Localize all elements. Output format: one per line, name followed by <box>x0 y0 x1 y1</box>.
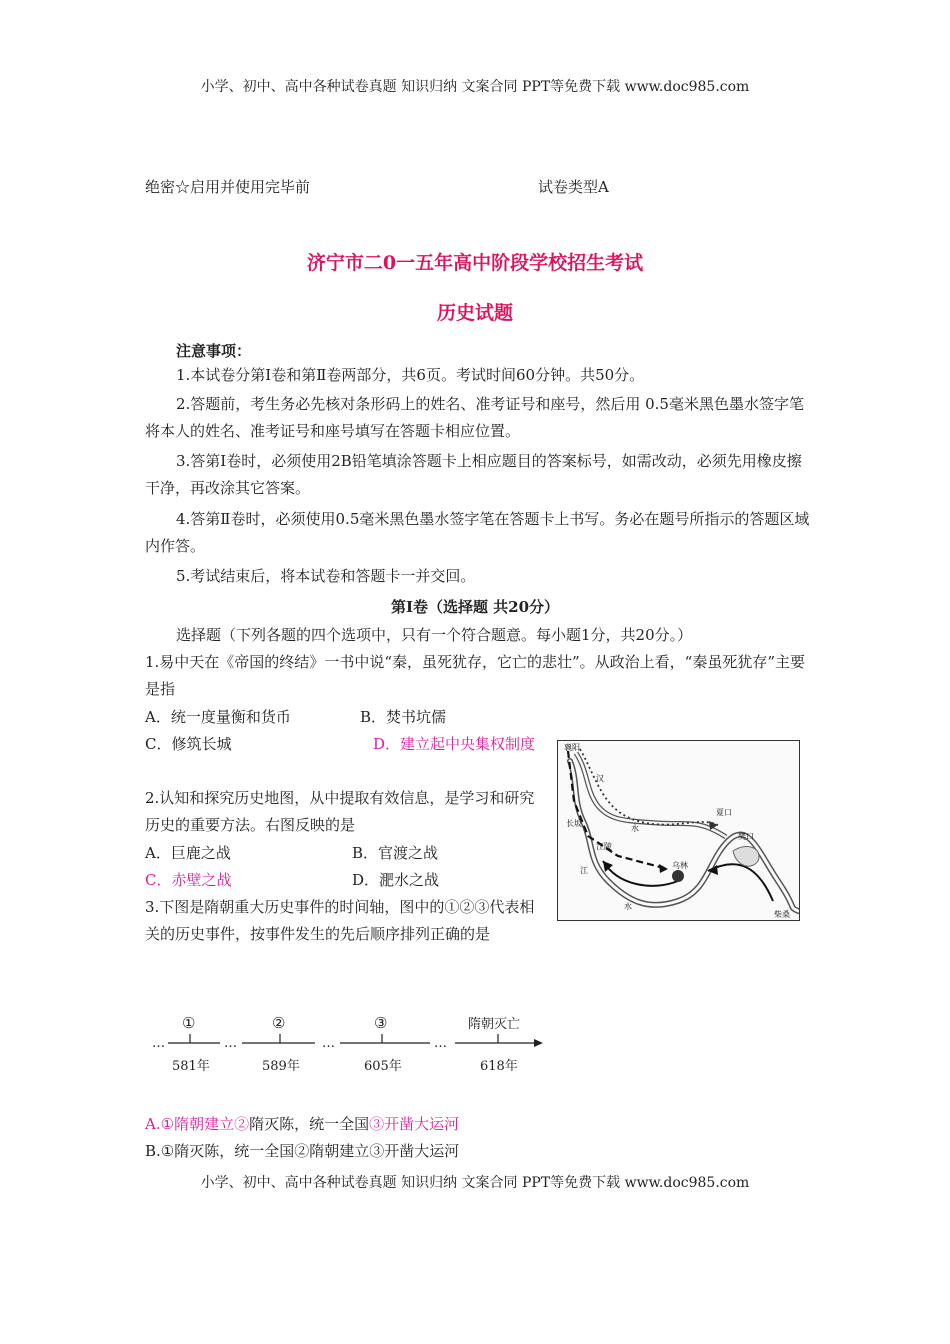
sui-timeline <box>150 1010 550 1084</box>
ellipsis-2: … <box>224 1036 237 1051</box>
yangtze-river-outline <box>570 761 798 911</box>
page-header: 小学、初中、高中各种试卷真题 知识归纳 文案合同 PPT等免费下载 www.doc985.com <box>200 79 750 95</box>
timeline-year-2: 589年 <box>262 1059 300 1074</box>
liu-route <box>580 749 718 825</box>
q2-option-b: B．官渡之战 <box>352 844 439 862</box>
map-label-xiakou: 夏口 <box>716 808 732 817</box>
cao-route-arrow <box>659 864 668 873</box>
notice-item-3: 3.答第Ⅰ卷时，必须使用2B铅笔填涂答题卡上相应题目的答案标号，如需改动，必须先用橡皮擦干净，再改涂其它答案。 <box>145 452 802 497</box>
battle-map <box>557 740 800 921</box>
han-river-outline <box>576 753 726 837</box>
q1-option-b: B．焚书坑儒 <box>360 708 447 726</box>
retreat-route <box>603 861 678 886</box>
map-label-xiangyang: 襄阳 <box>564 743 580 752</box>
timeline-year-1: 581年 <box>172 1059 210 1074</box>
q2-option-a: A．巨鹿之战 <box>145 844 231 862</box>
q3-a-number-2: ② <box>234 1115 250 1133</box>
timeline-drawing <box>150 1010 550 1080</box>
map-label-wulin: 乌林 <box>672 861 688 870</box>
ellipsis-1: … <box>152 1036 165 1051</box>
q3-option-a <box>145 1111 459 1138</box>
east-route <box>708 864 773 901</box>
map-label-jiangling: 江陵 <box>596 842 612 851</box>
map-label-changban: 长坂 <box>566 819 582 828</box>
q2-option-c: C．赤壁之战 <box>145 871 232 889</box>
map-label-shui-1: 水 <box>631 824 639 833</box>
map-label-han: 汉 <box>596 774 604 783</box>
q3-a-number-3: ③开凿 <box>369 1115 415 1133</box>
q1-option-c: C．修筑长城 <box>145 735 232 753</box>
q3-a-prefix: A.① <box>145 1115 175 1133</box>
map-label-jiang: 江 <box>580 866 588 875</box>
q2-option-d: D．淝水之战 <box>352 871 440 889</box>
timeline-arrow <box>534 1039 543 1047</box>
map-label-chaisang: 柴桑 <box>774 910 790 919</box>
timeline-year-4: 618年 <box>480 1059 518 1074</box>
map-label-shui-2: 水 <box>624 902 632 911</box>
ellipsis-4: … <box>434 1036 447 1051</box>
q3-a-event-2: 隋灭陈，统一全国 <box>249 1115 370 1133</box>
subject-title: 历史试题 <box>436 302 513 324</box>
section-1-heading: 第Ⅰ卷（选择题 共20分） <box>390 598 560 616</box>
q1-stem: 1.易中天在《帝国的终结》一书中说“秦，虽死犹存，它亡的悲壮”。从政治上看，“秦虽死犹存”主要是指 <box>145 653 805 698</box>
notice-item-4: 4.答第Ⅱ卷时，必须使用0.5毫米黑色墨水签字笔在答题卡上书写。务必在题号所指示的答题区域内作答。 <box>145 510 810 555</box>
yangtze-river-inner <box>570 761 798 911</box>
q3-a-event-1: 隋朝建立 <box>174 1115 235 1133</box>
battle-map-drawing <box>558 741 799 920</box>
page-footer: 小学、初中、高中各种试卷真题 知识归纳 文案合同 PPT等免费下载 www.doc985.com <box>200 1175 750 1191</box>
timeline-mark-4: 隋朝灭亡 <box>468 1017 521 1032</box>
section-1-intro: 选择题（下列各题的四个选项中，只有一个符合题意。每小题1分，共20分。） <box>176 626 693 644</box>
q3-option-b: B.①隋灭陈，统一全国②隋朝建立③开凿大运河 <box>145 1142 460 1160</box>
timeline-mark-2: ② <box>272 1014 286 1032</box>
timeline-mark-1: ① <box>182 1014 196 1032</box>
timeline-year-3: 605年 <box>364 1059 402 1074</box>
notice-item-2: 2.答题前，考生务必先核对条形码上的姓名、准考证号和座号，然后用 0.5毫米黑色墨水签字笔将本人的姓名、准考证号和座号填写在答题卡相应位置。 <box>145 395 804 440</box>
notice-item-1: 1.本试卷分第Ⅰ卷和第Ⅱ卷两部分，共6页。考试时间60分钟。共50分。 <box>176 366 645 384</box>
q1-option-a: A．统一度量衡和货币 <box>145 708 291 726</box>
q2-stem: 2.认知和探究历史地图，从中提取有效信息，是学习和研究历史的重要方法。右图反映的是 <box>145 789 535 834</box>
battle-site <box>672 870 684 882</box>
q3-stem: 3.下图是隋朝重大历史事件的时间轴，图中的①②③代表相关的历史事件，按事件发生的先后顺序排列正确的是 <box>145 898 535 943</box>
q1-option-d: D．建立起中央集权制度 <box>373 735 536 753</box>
notice-heading: 注意事项： <box>176 342 252 360</box>
q3-a-event-3: 大运河 <box>414 1115 460 1133</box>
timeline-mark-3: ③ <box>374 1014 388 1032</box>
exam-title: 济宁市二0一五年高中阶段学校招生考试 <box>306 252 644 274</box>
paper-type-label: 试卷类型A <box>538 178 609 196</box>
map-label-fankou: 樊口 <box>738 832 754 841</box>
lake-shape <box>733 846 759 866</box>
notice-item-5: 5.考试结束后，将本试卷和答题卡一并交回。 <box>176 567 476 585</box>
ellipsis-3: … <box>322 1036 335 1051</box>
secret-label: 绝密☆启用并使用完毕前 <box>145 178 311 196</box>
